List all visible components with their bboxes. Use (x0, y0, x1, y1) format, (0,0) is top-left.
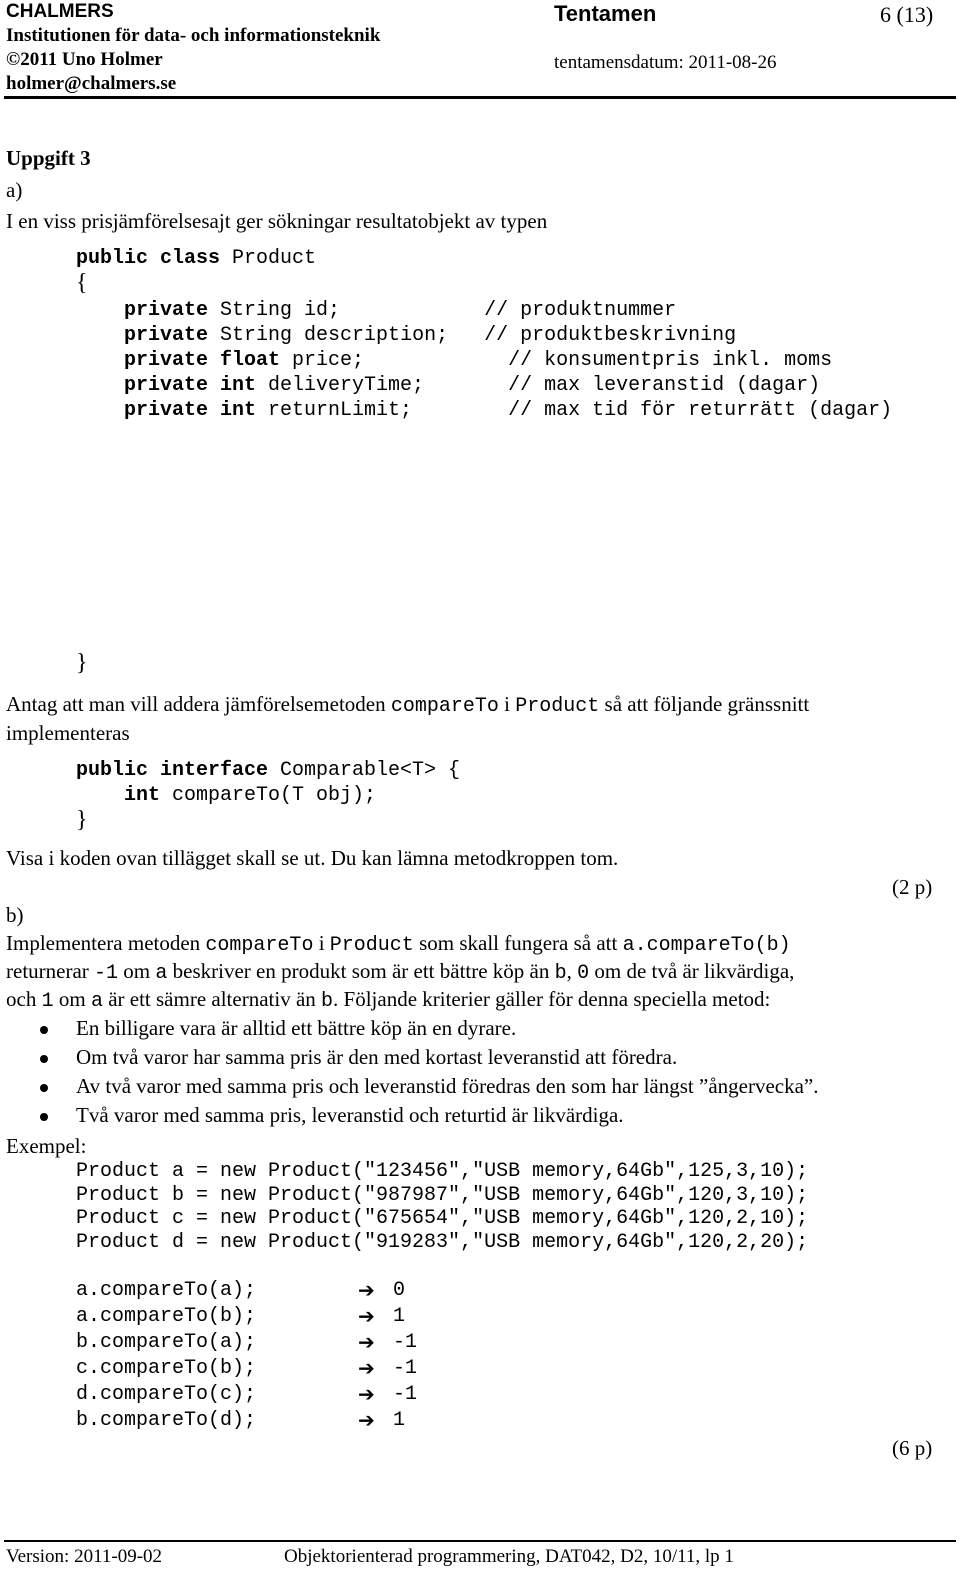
code-line (76, 246, 892, 271)
code-line (76, 271, 892, 298)
code-text: String description; // produktbeskrivning (208, 324, 737, 347)
author-email: holmer@chalmers.se (6, 73, 177, 94)
inline-code: 1 (41, 990, 54, 1013)
result-row (76, 1304, 576, 1330)
ret-part: , (566, 959, 578, 983)
code-keyword: private int (76, 374, 257, 397)
arrow-icon: ➔ (358, 1278, 375, 1302)
arrow-icon: ➔ (358, 1408, 375, 1432)
result-call: d.compareTo(c); (76, 1383, 257, 1406)
ret-part: om (118, 959, 156, 983)
och-part: om (53, 987, 91, 1011)
inline-code: compareTo (205, 934, 314, 957)
code-line (76, 758, 460, 783)
code-keyword: public interface (76, 759, 269, 782)
result-value: 1 (393, 1305, 406, 1328)
task-heading: Uppgift 3 (6, 146, 91, 170)
arrow-icon: ➔ (358, 1356, 375, 1380)
code-text: Product (220, 247, 317, 270)
show-text: Visa i koden ovan tillägget skall se ut. Du kan lämna metodkroppen tom. (6, 846, 619, 870)
code-line (76, 348, 892, 373)
example-code-line: Product b = new Product("987987","USB memory,64Gb",120,3,10); (76, 1183, 809, 1207)
bullet-icon (40, 1026, 48, 1034)
arrow-icon: ➔ (358, 1304, 375, 1328)
code-keyword: private float (76, 349, 281, 372)
code-line (76, 373, 892, 398)
example-code-line: Product d = new Product("919283","USB memory,64Gb",120,2,20); (76, 1230, 809, 1254)
och-text (6, 987, 770, 1013)
och-part: och (6, 987, 42, 1011)
example-code-block (76, 1160, 808, 1254)
points-b: (6 p) (892, 1436, 933, 1460)
result-row (76, 1356, 576, 1382)
department: Institutionen för data- och informationsteknik (6, 25, 381, 46)
class-code-block (76, 246, 892, 423)
inline-code: b (321, 990, 334, 1013)
code-line (76, 298, 892, 323)
bullet-icon (40, 1084, 48, 1092)
code-text: } (76, 807, 88, 833)
example-code-line: Product a = new Product("123456","USB memory,64Gb",125,3,10); (76, 1160, 809, 1183)
code-keyword: private int (76, 399, 257, 422)
code-text: deliveryTime; // max leveranstid (dagar) (256, 374, 821, 397)
result-value: -1 (393, 1383, 418, 1406)
criteria-text: Av två varor med samma pris och leveranstid föredras den som har längst ”ångervecka”. (76, 1074, 819, 1098)
result-row (76, 1278, 576, 1304)
assume-part: i (498, 692, 516, 716)
assume-text (6, 692, 809, 718)
inline-code: compareTo (390, 695, 499, 718)
och-part: . Följande kriterier gäller för denna speciella metod: (333, 987, 771, 1011)
class-closing-brace: } (76, 650, 88, 676)
code-line (76, 783, 460, 808)
criteria-text: Om två varor har samma pris är den med kortast leveranstid att föredra. (76, 1045, 678, 1069)
result-call: a.compareTo(b); (76, 1305, 257, 1328)
part-b-label: b) (6, 903, 24, 927)
result-call: a.compareTo(a); (76, 1279, 257, 1302)
page-number: 6 (13) (880, 2, 934, 27)
result-call: b.compareTo(d); (76, 1409, 257, 1432)
code-text: returnLimit; // max tid för returrätt (dagar) (256, 399, 893, 422)
inline-code: 0 (577, 962, 590, 985)
example-label: Exempel: (6, 1134, 87, 1158)
assume-part: så att följande gränssnitt (599, 692, 810, 716)
code-keyword: private (76, 299, 209, 322)
result-value: 1 (393, 1409, 406, 1432)
result-row (76, 1408, 576, 1434)
code-text: compareTo(T obj); (160, 784, 377, 807)
ret-part: om de två är likvärdiga, (589, 959, 795, 983)
returns-text (6, 959, 794, 985)
code-keyword: private (76, 324, 209, 347)
och-part: är ett sämre alternativ än (102, 987, 322, 1011)
result-value: -1 (393, 1331, 418, 1354)
inline-code: Product (515, 695, 600, 718)
ret-part: beskriver en produkt som är ett bättre köp än (167, 959, 555, 983)
org-name: CHALMERS (6, 1, 114, 22)
result-row (76, 1330, 576, 1356)
copyright: ©2011 Uno Holmer (6, 49, 163, 70)
points-a: (2 p) (892, 875, 933, 899)
code-keyword: int (76, 784, 161, 807)
footer-version: Version: 2011-09-02 (6, 1546, 163, 1567)
code-text: Comparable<T> { (268, 759, 461, 782)
inline-code: Product (329, 934, 414, 957)
inline-code: a (90, 990, 103, 1013)
header-rule (4, 96, 956, 99)
inline-code: a.compareTo(b) (622, 934, 791, 957)
result-call: c.compareTo(b); (76, 1357, 257, 1380)
code-line (76, 808, 460, 835)
impl-text (6, 931, 791, 957)
example-code-line: Product c = new Product("675654","USB memory,64Gb",120,2,10); (76, 1207, 809, 1230)
code-line (76, 323, 892, 348)
result-call: b.compareTo(a); (76, 1331, 257, 1354)
code-text: { (76, 270, 88, 296)
assume-part: Antag att man vill addera jämförelsemetoden (6, 692, 391, 716)
footer-rule (4, 1540, 956, 1542)
intro-text: I en viss prisjämförelsesajt ger sökningar resultatobjekt av typen (6, 209, 548, 233)
assume-text-line2: implementeras (6, 721, 130, 745)
impl-part: som skall fungera så att (413, 931, 623, 955)
part-a-label: a) (6, 178, 23, 202)
result-value: 0 (393, 1279, 406, 1302)
impl-part: Implementera metoden (6, 931, 206, 955)
code-text: price; // konsumentpris inkl. moms (280, 349, 833, 372)
inline-code: b (554, 962, 567, 985)
bullet-icon (40, 1055, 48, 1063)
arrow-icon: ➔ (358, 1382, 375, 1406)
result-value: -1 (393, 1357, 418, 1380)
criteria-text: En billigare vara är alltid ett bättre köp än en dyrare. (76, 1016, 517, 1040)
code-line (76, 398, 892, 423)
ret-part: returnerar (6, 959, 95, 983)
doc-title: Tentamen (554, 1, 657, 26)
arrow-icon: ➔ (358, 1330, 375, 1354)
footer-course: Objektorienterad programmering, DAT042, D2, 10/11, lp 1 (284, 1546, 734, 1567)
result-row (76, 1382, 576, 1408)
exam-date: tentamensdatum: 2011-08-26 (554, 52, 777, 73)
criteria-text: Två varor med samma pris, leveranstid och returtid är likvärdiga. (76, 1103, 624, 1127)
interface-code-block (76, 758, 460, 835)
inline-code: -1 (94, 962, 119, 985)
bullet-icon (40, 1113, 48, 1121)
impl-part: i (313, 931, 330, 955)
inline-code: a (155, 962, 168, 985)
code-text: String id; // produktnummer (208, 299, 677, 322)
code-keyword: public class (76, 247, 221, 270)
